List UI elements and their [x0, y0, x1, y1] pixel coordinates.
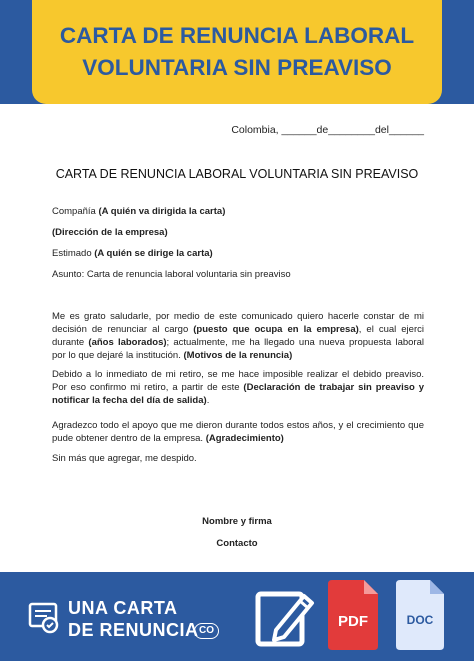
title-banner: [32, 0, 442, 104]
certificate-icon: [28, 602, 62, 636]
paragraph-3: Agradezco todo el apoyo que me dieron durante todos estos años, y el crecimiento que pude obtener dentro de la empresa. (Agradecimiento): [52, 420, 424, 444]
company-field: [52, 206, 225, 217]
doc-file-icon: [394, 580, 446, 650]
letter-document: [0, 104, 474, 572]
contact-label: Contacto: [216, 538, 258, 549]
date-line: Colombia, ______de________del______: [231, 124, 424, 136]
company-label: Compañía: [52, 206, 96, 217]
document-title: CARTA DE RENUNCIA LABORAL VOLUNTARIA SIN PREAVISO: [55, 167, 419, 181]
signature-label: Nombre y firma: [202, 516, 272, 527]
closing-line: Sin más que agregar, me despido.: [52, 453, 197, 464]
brand-line1: UNA CARTA: [68, 598, 178, 618]
paragraph-2: Debido a lo inmediato de mi retiro, se me hace imposible realizar el debido preaviso. Por eso confirmo mi retiro, a partir de este (Declaración de trabajar sin preaviso y notificar la fecha del día de salida).: [52, 369, 424, 406]
banner-title-line2: VOLUNTARIA SIN PREAVISO: [82, 55, 392, 80]
greeting-hint: (A quién se dirige la carta): [94, 248, 213, 259]
address-field: [52, 227, 168, 238]
doc-label: DOC: [406, 613, 434, 627]
brand-tag: CO: [194, 623, 219, 639]
pdf-file-icon: [326, 580, 380, 650]
brand-line2: DE RENUNCIA: [68, 620, 199, 640]
footer: [0, 572, 474, 661]
paragraph-1: Me es grato saludarle, por medio de este comunicado quiero hacerle constar de mi decisión de renunciar al cargo (puesto que ocupa en la empresa), el cual ejerci durante (años laborados); actualmente, me ha llegado una nueva propuesta laboral por lo que dejaré la institución. (Motivos de la renuncia): [52, 311, 424, 361]
subject-line: Asunto: Carta de renuncia laboral voluntaria sin preaviso: [52, 269, 291, 280]
greeting-label: Estimado: [52, 248, 92, 259]
edit-document-icon: [254, 584, 318, 650]
address-hint: (Dirección de la empresa): [52, 227, 168, 238]
pdf-label: PDF: [338, 613, 368, 630]
greeting-field: [52, 248, 213, 259]
company-hint: (A quién va dirigida la carta): [98, 206, 226, 217]
banner-title-line1: CARTA DE RENUNCIA LABORAL: [59, 23, 415, 48]
